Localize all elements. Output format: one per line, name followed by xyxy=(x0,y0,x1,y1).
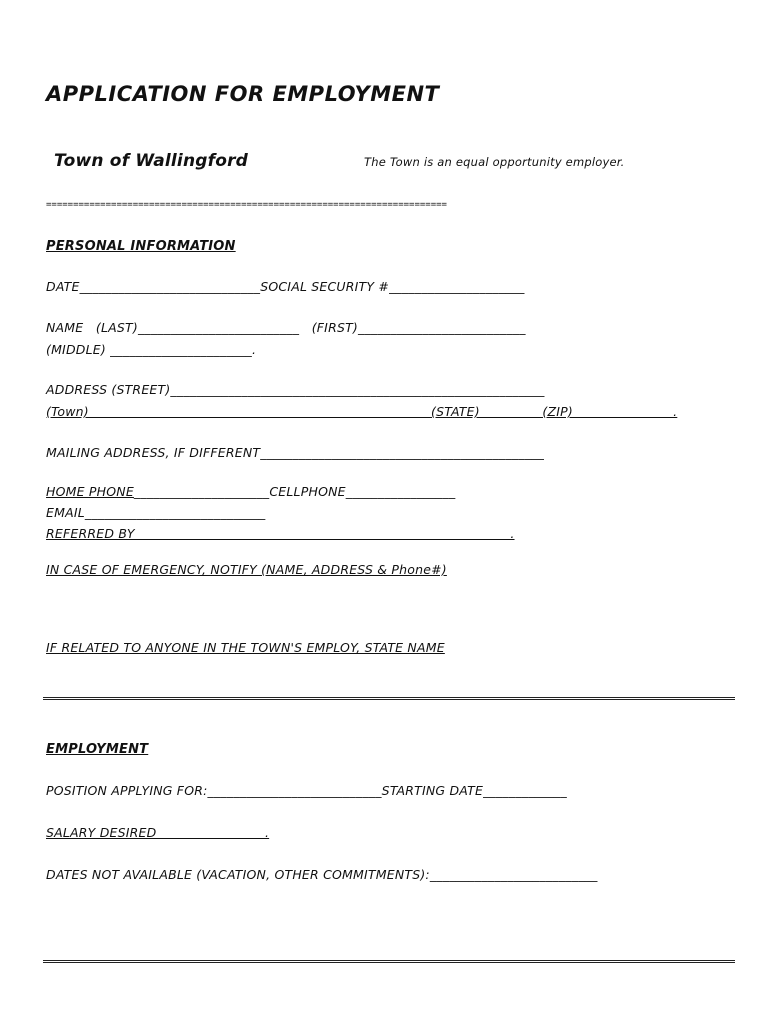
related-employee-label: IF RELATED TO ANYONE IN THE TOWN'S EMPLOY, STATE NAME xyxy=(46,640,445,655)
separator-line: ========================================================================== xyxy=(46,200,447,210)
home-cell-phone-fields[interactable]: _____________________CELLPHONE_________________ xyxy=(133,484,456,499)
bottom-divider xyxy=(43,960,735,963)
home-phone-label: HOME PHONE xyxy=(46,484,134,499)
salary-desired-line[interactable]: SALARY DESIRED . xyxy=(46,825,270,840)
page-title: APPLICATION FOR EMPLOYMENT xyxy=(46,82,440,106)
phone-line[interactable] xyxy=(46,484,455,499)
email-line[interactable]: EMAIL____________________________ xyxy=(46,505,266,520)
section-divider xyxy=(43,697,735,700)
dates-not-available-line[interactable]: DATES NOT AVAILABLE (VACATION, OTHER COMMITMENTS):__________________________ xyxy=(46,867,598,882)
emergency-contact-label: IN CASE OF EMERGENCY, NOTIFY (NAME, ADDRESS & Phone#) xyxy=(46,562,447,577)
middle-name-line[interactable]: (MIDDLE) ______________________. xyxy=(46,342,257,357)
town-state-zip-line[interactable]: (Town) (STATE) (ZIP) . xyxy=(46,404,678,419)
personal-information-heading: PERSONAL INFORMATION xyxy=(46,239,236,254)
position-starting-date-line[interactable]: POSITION APPLYING FOR:___________________________STARTING DATE_____________ xyxy=(46,783,567,798)
employment-heading: EMPLOYMENT xyxy=(46,742,149,757)
date-ssn-line[interactable]: DATE____________________________SOCIAL SECURITY #_____________________ xyxy=(46,279,525,294)
address-street-line[interactable]: ADDRESS (STREET)__________________________________________________________ xyxy=(46,382,545,397)
mailing-address-line[interactable]: MAILING ADDRESS, IF DIFFERENT____________________________________________ xyxy=(46,445,545,460)
equal-opportunity-statement: The Town is an equal opportunity employer. xyxy=(364,155,625,169)
name-line[interactable]: NAME (LAST)_________________________ (FIRST)__________________________ xyxy=(46,320,526,335)
referred-by-line[interactable]: REFERRED BY . xyxy=(46,526,515,541)
town-name: Town of Wallingford xyxy=(54,151,249,171)
